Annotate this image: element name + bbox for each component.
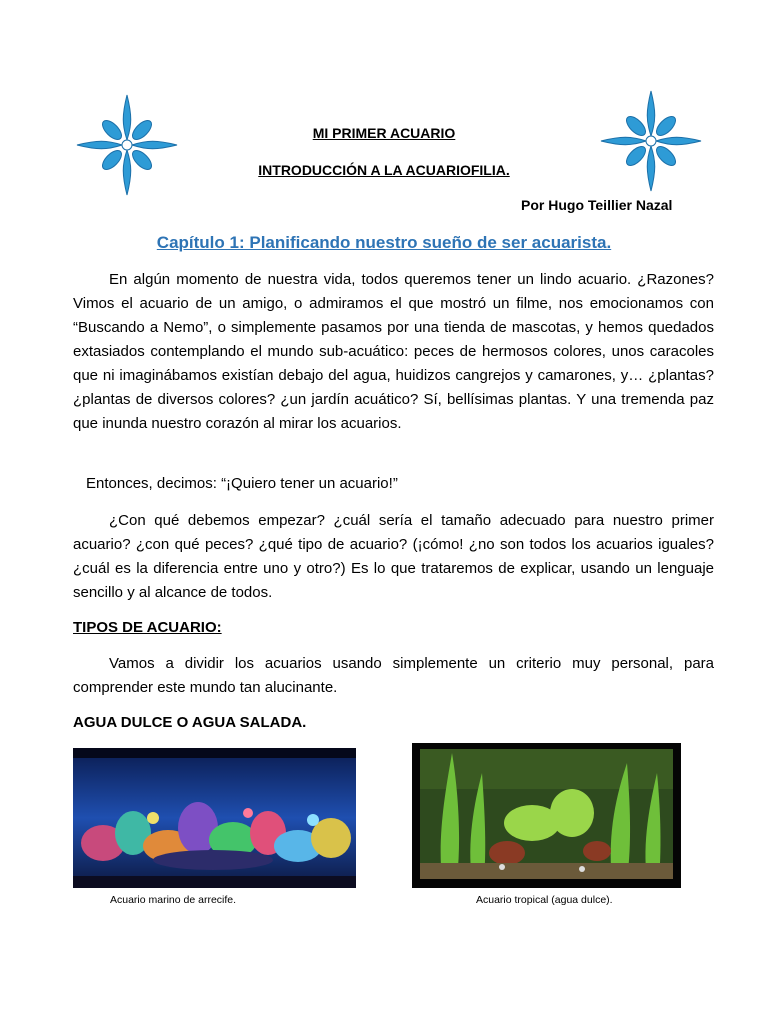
document-subtitle: INTRODUCCIÓN A LA ACUARIOFILIA. [258,162,510,178]
types-paragraph: Vamos a dividir los acuarios usando simplemente un criterio muy personal, para comprender este mundo tan alucinante. [73,655,714,696]
chapter-title: Capítulo 1: Planificando nuestro sueño de ser acuarista. [156,233,612,252]
fish-compass-icon-left [72,90,182,200]
questions-paragraph: ¿Con qué debemos empezar? ¿cuál sería el tamaño adecuado para nuestro primer acuario? ¿con qué peces? ¿qué tipo de acuario? (¡cómo! ¿no son todos los acuarios iguales? ¿cuál es la diferencia entre uno y otro?) Es lo que trataremos de explicar, usando un lenguaje sencillo y al alcance de todos. [73,512,714,601]
intro-paragraph: En algún momento de nuestra vida, todos queremos tener un lindo acuario. ¿Razones? Vimos el acuario de un amigo, o admiramos el que mostró un filme, nos emocionamos con “Buscando a Nemo”, o simplemente pasamos por una tienda de mascotas, y hemos quedados extasiados contemplando el mundo sub-acuático: peces de hermosos colores, unos caracoles que ni imaginábamos existían debajo del agua, huidizos cangrejos y camarones, y… ¿plantas? ¿plantas de diversos colores? ¿un jardín acuático? Sí, bellísimas plantas. Y una tremenda paz que inunda nuestro corazón al mirar los acuarios. [73,271,714,432]
section-heading-water: AGUA DULCE O AGUA SALADA. [73,714,307,731]
reef-aquarium-photo [73,748,356,888]
section-heading-types: TIPOS DE ACUARIO: [73,619,222,636]
freshwater-aquarium-caption: Acuario tropical (agua dulce). [476,894,613,906]
quote-paragraph: Entonces, decimos: “¡Quiero tener un acuario!” [86,475,398,492]
fish-compass-icon-right [596,86,706,196]
fish-compass-icon [72,90,182,200]
reef-aquarium-caption: Acuario marino de arrecife. [110,894,237,906]
fish-compass-icon [596,86,706,196]
freshwater-aquarium-photo [412,743,681,888]
document-title: MI PRIMER ACUARIO [312,125,456,141]
author-name: Por Hugo Teillier Nazal [521,197,673,213]
